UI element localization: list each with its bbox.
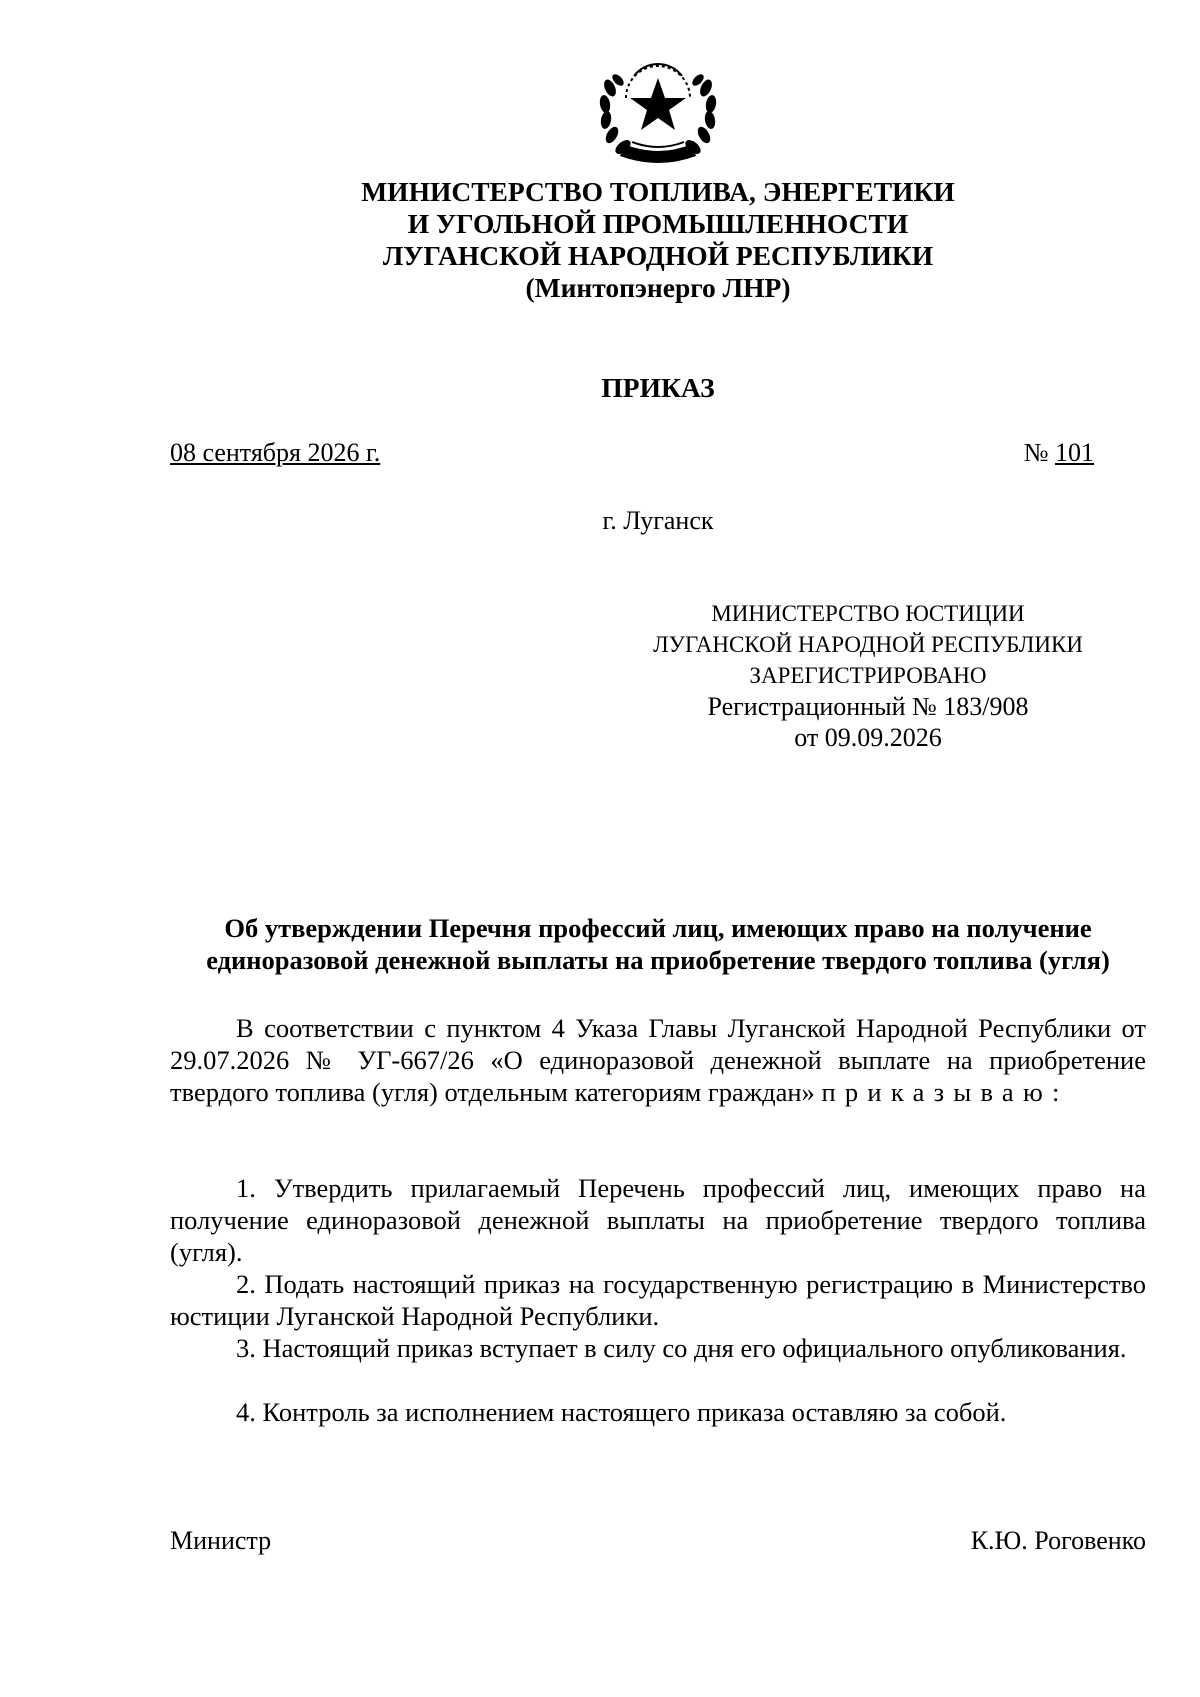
document-title [170, 912, 1146, 976]
registration-date: от 09.09.2026 [794, 723, 942, 752]
registration-line: ЗАРЕГИСТРИРОВАНО [749, 663, 987, 688]
coat-of-arms-emblem [596, 58, 720, 166]
title-line: Об утверждении Перечня профессий лиц, имеющих право на получение [224, 913, 1092, 943]
ministry-name-line: И УГОЛЬНОЙ ПРОМЫШЛЕННОСТИ [407, 208, 909, 239]
title-line: единоразовой денежной выплаты на приобретение твердого топлива (угля) [206, 945, 1110, 975]
document-type: ПРИКАЗ [601, 372, 715, 403]
ministry-name-line: МИНИСТЕРСТВО ТОПЛИВА, ЭНЕРГЕТИКИ [361, 176, 955, 207]
order-number [1024, 438, 1094, 468]
intro-paragraph [170, 1012, 1146, 1108]
intro-spaced-word: приказываю: [821, 1077, 1069, 1107]
order-item: 2. Подать настоящий приказ на государственную регистрацию в Министерство юстиции Луганской Народной Республики. [170, 1269, 1146, 1331]
order-item: 3. Настоящий приказ вступает в силу со дня его официального опубликования. [236, 1333, 1127, 1363]
registration-number: Регистрационный № 183/908 [707, 692, 1029, 721]
registration-line: ЛУГАНСКОЙ НАРОДНОЙ РЕСПУБЛИКИ [653, 632, 1083, 657]
intro-text: В соответствии с пунктом 4 Указа Главы Луганской Народной Республики от 29.07.2026 № УГ-667/26 «О единоразовой денежной выплате на приобретение твердого топлива (угля) отдельным категориям граждан» [170, 1013, 1146, 1107]
order-number-value: 101 [1055, 438, 1094, 467]
signer-role: Министр [170, 1526, 272, 1555]
ministry-name-line: ЛУГАНСКОЙ НАРОДНОЙ РЕСПУБЛИКИ [382, 240, 934, 271]
ministry-header [250, 176, 1066, 304]
order-number-prefix: № [1023, 438, 1055, 467]
order-item: 4. Контроль за исполнением настоящего приказа оставляю за собой. [236, 1397, 1007, 1427]
registration-line: МИНИСТЕРСТВО ЮСТИЦИИ [711, 601, 1025, 626]
registration-stamp [560, 598, 1176, 753]
order-date: 08 сентября 2026 г. [170, 438, 381, 467]
signer-name: К.Ю. Роговенко [970, 1526, 1146, 1555]
ministry-abbreviation: (Минтопэнерго ЛНР) [525, 272, 791, 303]
order-item: 1. Утвердить прилагаемый Перечень профессий лиц, имеющих право на получение единоразовой денежной выплаты на приобретение твердого топлива (угля). [170, 1173, 1146, 1267]
order-city: г. Луганск [602, 506, 714, 535]
